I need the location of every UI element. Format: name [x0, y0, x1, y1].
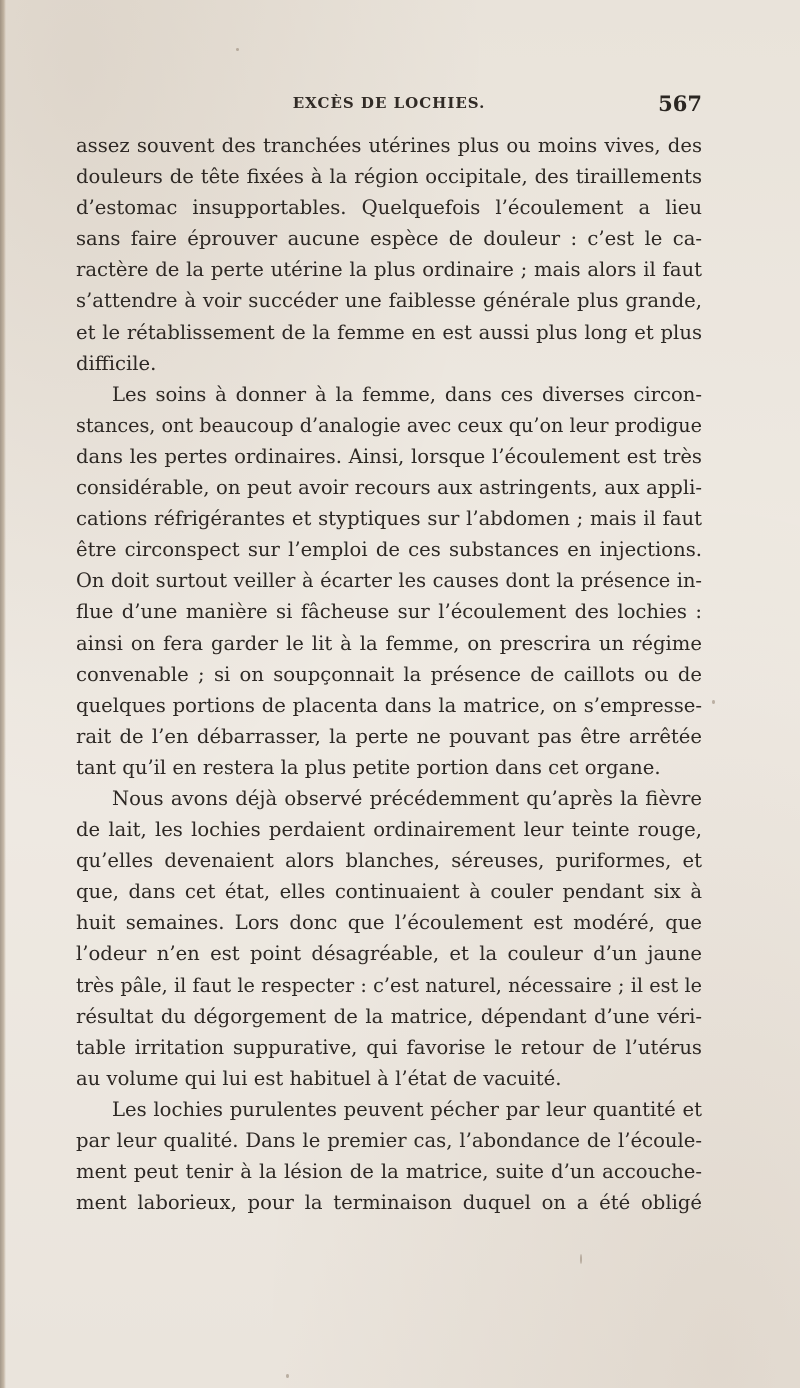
- paragraph-first-line: Nous avons déjà observé précédemment qu’après la fièvre: [112, 786, 702, 810]
- paragraph-first-line: Les soins à donner à la femme, dans ces diverses circon-: [112, 382, 702, 406]
- text-line: très pâle, il faut le respecter : c’est naturel, nécessaire ; il est le: [76, 973, 702, 997]
- text-line: table irritation suppurative, qui favorise le retour de l’utérus: [76, 1035, 702, 1059]
- text-line: cations réfrigérantes et styptiques sur l’abdomen ; mais il faut: [76, 507, 702, 531]
- text-line: et le rétablissement de la femme en est aussi plus long et plus: [76, 320, 702, 344]
- text-line: ractère de la perte utérine la plus ordinaire ; mais alors il faut: [76, 258, 702, 282]
- text-line: que, dans cet état, elles continuaient à couler pendant six à: [76, 880, 702, 904]
- text-line: ment peut tenir à la lésion de la matrice, suite d’un accouche-: [76, 1160, 702, 1184]
- text-line: flue d’une manière si fâcheuse sur l’écoulement des lochies :: [76, 600, 702, 624]
- paragraph-first-line: Les lochies purulentes peuvent pécher par leur quantité et: [112, 1097, 702, 1121]
- text-line: quelques portions de placenta dans la matrice, on s’empresse-: [76, 693, 702, 717]
- text-line: s’attendre à voir succéder une faiblesse générale plus grande,: [76, 289, 702, 313]
- paper-speck: [236, 48, 239, 51]
- text-line: l’odeur n’en est point désagréable, et la couleur d’un jaune: [76, 942, 702, 966]
- text-line: résultat du dégorgement de la matrice, dépendant d’une véri-: [76, 1004, 702, 1028]
- text-line: d’estomac insupportables. Quelquefois l’écoulement a lieu: [76, 196, 702, 220]
- text-line: sans faire éprouver aucune espèce de douleur : c’est le ca-: [76, 227, 702, 251]
- text-line: au volume qui lui est habituel à l’état de vacuité.: [76, 1066, 562, 1090]
- text-line: par leur qualité. Dans le premier cas, l’abondance de l’écoule-: [76, 1129, 702, 1152]
- paper-speck: [580, 1254, 582, 1264]
- text-line: ment laborieux, pour la terminaison duquel on a été obligé: [76, 1191, 702, 1215]
- text-line: être circonspect sur l’emploi de ces substances en injections.: [76, 538, 702, 562]
- text-line: On doit surtout veiller à écarter les causes dont la présence in-: [76, 569, 702, 593]
- text-line: tant qu’il en restera la plus petite portion dans cet organe.: [76, 755, 661, 779]
- page-binding-shadow: [0, 0, 6, 1388]
- text-line: convenable ; si on soupçonnait la présence de caillots ou de: [76, 662, 702, 686]
- text-line: assez souvent des tranchées utérines plus ou moins vives, des: [76, 134, 702, 157]
- text-line: stances, ont beaucoup d’analogie avec ceux qu’on leur prodigue: [76, 413, 703, 437]
- text-line: dans les pertes ordinaires. Ainsi, lorsque l’écoulement est très: [76, 444, 702, 468]
- text-line: ainsi on fera garder le lit à la femme, on prescrira un régime: [76, 631, 702, 655]
- text-line: considérable, on peut avoir recours aux astringents, aux appli-: [76, 476, 702, 500]
- paper-speck: [286, 1374, 289, 1378]
- text-line: qu’elles devenaient alors blanches, séreuses, puriformes, et: [76, 849, 702, 873]
- text-line: douleurs de tête fixées à la région occipitale, des tiraillements: [76, 165, 702, 189]
- running-head: [76, 91, 702, 120]
- page-number: 567: [658, 91, 702, 116]
- text-line: rait de l’en débarrasser, la perte ne pouvant pas être arrêtée: [76, 724, 702, 748]
- running-title: EXCÈS DE LOCHIES.: [292, 94, 486, 112]
- text-line: huit semaines. Lors donc que l’écoulement est modéré, que: [76, 911, 702, 935]
- paper-speck: [712, 700, 715, 704]
- text-line: difficile.: [76, 351, 157, 375]
- text-line: de lait, les lochies perdaient ordinairement leur teinte rouge,: [76, 818, 702, 842]
- body-text: [76, 130, 702, 1218]
